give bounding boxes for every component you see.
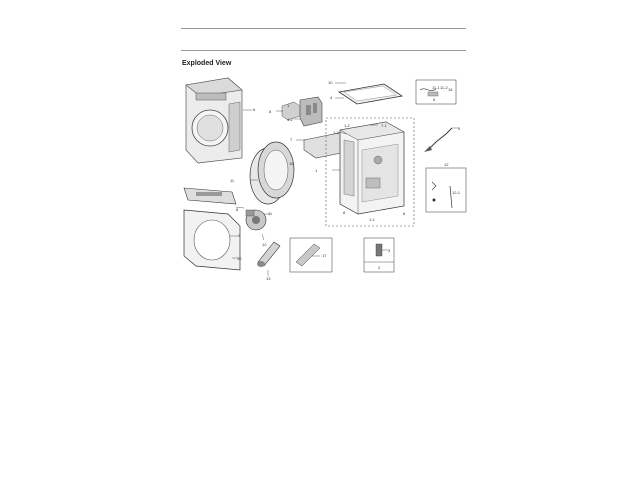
- callout-wire-b: 11-2: [440, 85, 448, 90]
- callout-cabinet-b: 1-3: [333, 130, 339, 135]
- front-panel-door: [184, 210, 240, 270]
- exhaust-duct: [257, 242, 280, 276]
- callout-small-box: 2: [378, 265, 381, 270]
- callout-cabinet-d: 1-1: [369, 217, 375, 222]
- callout-wire: 16: [448, 87, 453, 92]
- cabinet-frame: [332, 122, 404, 214]
- callout-cabinet-c: 8: [343, 210, 346, 215]
- callout-kit-a: 12-1: [452, 190, 461, 195]
- callout-cabinet-top: 7-1: [381, 123, 387, 128]
- callout-bracket-left: 8: [269, 109, 272, 114]
- callout-small-part: 3: [388, 248, 391, 253]
- top-board: [335, 83, 402, 104]
- callout-wire-c: 5: [433, 97, 436, 102]
- callout-box-part: 17: [322, 253, 327, 258]
- callout-door: 9: [238, 233, 241, 238]
- callout-cabinet-main: 1: [315, 168, 318, 173]
- callout-kit: 12: [444, 162, 449, 167]
- callout-drum-b: 16: [289, 161, 294, 166]
- front-control-panel: [184, 188, 244, 208]
- page-title: Exploded View: [182, 60, 232, 67]
- callout-bracket-a: 1: [287, 103, 290, 108]
- callout-dryer: 6: [253, 107, 256, 112]
- callout-cabinet-a: 1-2: [344, 123, 350, 128]
- callout-wire-a: 11-1: [432, 85, 440, 90]
- power-cord: [424, 128, 458, 152]
- bracket-parts: [276, 97, 322, 126]
- callout-duct: 13: [266, 276, 271, 281]
- callout-bracket-b: 4-2: [287, 117, 293, 122]
- callout-panel: 8: [236, 207, 239, 212]
- callout-cabinet-e: 8: [403, 211, 406, 216]
- wire-box: [416, 80, 456, 104]
- callout-cord: 5: [458, 126, 461, 131]
- dryer-unit: [186, 78, 252, 163]
- callout-fan: 12: [262, 242, 267, 247]
- callout-top-board-sub: 4: [330, 95, 333, 100]
- callout-control-panel: 7: [290, 137, 293, 142]
- callout-top-board: 10: [328, 80, 333, 85]
- callout-front: 10: [237, 256, 242, 261]
- motor-assembly: [246, 210, 270, 240]
- callout-drum: 11: [230, 178, 235, 183]
- drum: [250, 142, 294, 204]
- callout-motor: 11: [268, 211, 273, 216]
